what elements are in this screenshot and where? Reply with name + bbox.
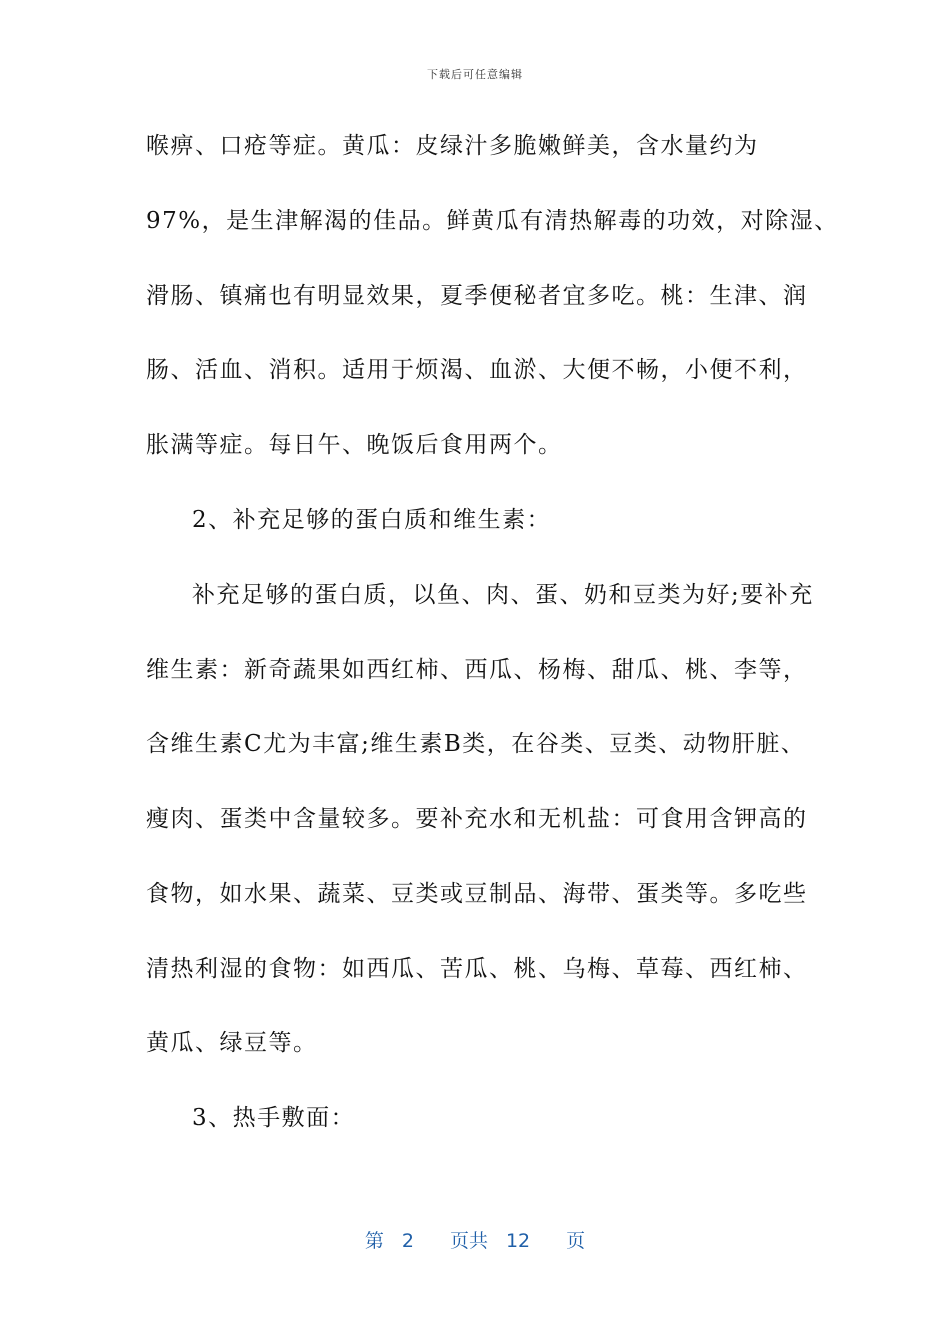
paragraph-line: 97%，是生津解渴的佳品。鲜黄瓜有清热解毒的功效，对除湿、	[146, 208, 839, 234]
footer-end-label: 页	[566, 1230, 586, 1252]
footer-page-label: 第	[364, 1230, 384, 1252]
paragraph-line: 黄瓜、绿豆等。	[146, 1030, 318, 1056]
section-heading: 3、热手敷面：	[192, 1105, 356, 1131]
page-header-note: 下载后可任意编辑	[427, 68, 523, 81]
paragraph-line: 维生素：新奇蔬果如西红柿、西瓜、杨梅、甜瓜、桃、李等，	[146, 657, 808, 683]
paragraph-line: 食物，如水果、蔬菜、豆类或豆制品、海带、蛋类等。多吃些	[146, 881, 808, 907]
paragraph-line: 瘦肉、蛋类中含量较多。要补充水和无机盐：可食用含钾高的	[146, 806, 808, 832]
page-footer	[0, 1226, 950, 1253]
section-heading: 2、补充足够的蛋白质和维生素：	[192, 507, 552, 533]
paragraph-line: 滑肠、镇痛也有明显效果，夏季便秘者宜多吃。桃：生津、润	[146, 283, 808, 309]
paragraph-line: 清热利湿的食物：如西瓜、苦瓜、桃、乌梅、草莓、西红柿、	[146, 956, 808, 982]
paragraph-line: 补充足够的蛋白质，以鱼、肉、蛋、奶和豆类为好;要补充	[192, 582, 814, 608]
footer-total-pages: 12	[505, 1230, 531, 1252]
paragraph-line: 喉痹、口疮等症。黄瓜：皮绿汁多脆嫩鲜美，含水量约为	[146, 133, 759, 159]
footer-current-page: 2	[401, 1230, 414, 1252]
paragraph-line: 胀满等症。每日午、晚饭后食用两个。	[146, 432, 563, 458]
paragraph-line: 含维生素C尤为丰富;维生素B类，在谷类、豆类、动物肝脏、	[146, 731, 806, 757]
footer-total-label: 页共	[449, 1230, 488, 1252]
paragraph-line: 肠、活血、消积。适用于烦渴、血淤、大便不畅，小便不利，	[146, 357, 808, 383]
